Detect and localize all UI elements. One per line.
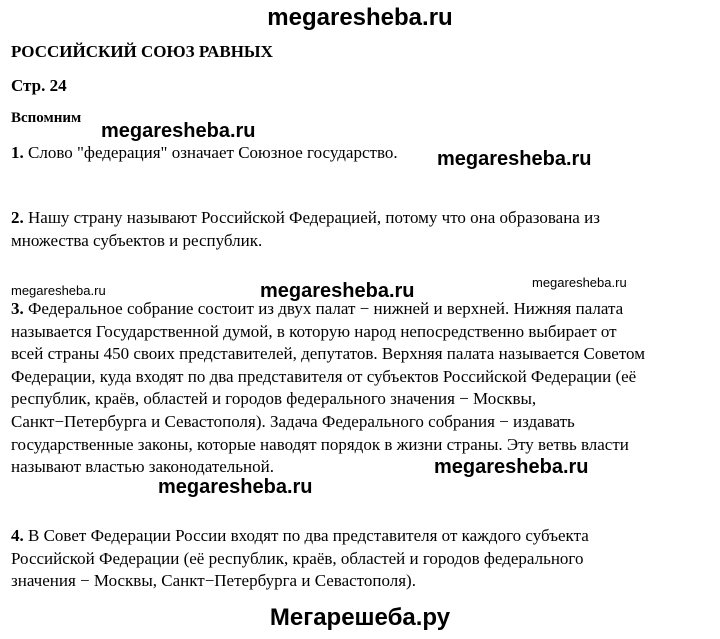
item-line: Российской Федерации (её республик, краёв, областей и городов федерального — [11, 548, 584, 568]
item-line: Федеральное собрание состоит из двух палат − нижней и верхней. Нижняя палата — [28, 299, 624, 318]
watermark: megaresheba.ru — [434, 456, 589, 478]
section-heading: Вспомним — [11, 110, 82, 126]
page-number: Стр. 24 — [11, 76, 67, 95]
watermark: megaresheba.ru — [532, 275, 627, 290]
item-line: государственные законы, которые наводят порядок в жизни страны. Эту ветвь власти — [11, 434, 629, 454]
item-line: Федерации, куда входят по два представителя от субъектов Российской Федерации (её — [11, 366, 637, 386]
item-number: 2. — [11, 208, 24, 227]
item-line: Слово "федерация" означает Союзное государство. — [28, 143, 398, 162]
watermark: megaresheba.ru — [260, 280, 415, 302]
item-line: множества субъектов и республик. — [11, 230, 263, 250]
footer-watermark: Мегарешеба.ру — [269, 604, 451, 631]
item-number: 3. — [11, 299, 24, 318]
item-number: 1. — [11, 143, 24, 162]
watermark: megaresheba.ru — [158, 476, 313, 498]
item-line: называется Государственной думой, в которую народ непосредственно выбирает от — [11, 321, 617, 341]
answer-item-2 — [11, 207, 711, 252]
watermark: megaresheba.ru — [101, 120, 256, 142]
watermark-top: megaresheba.ru — [267, 4, 453, 31]
item-line: Санкт−Петербурга и Севастополя). Задача Федерального собрания − издавать — [11, 411, 575, 431]
watermark: megaresheba.ru — [437, 148, 592, 170]
item-line: называют властью законодательной. — [11, 457, 274, 477]
item-line: В Совет Федерации России входят по два представителя от каждого субъекта — [28, 526, 589, 545]
item-number: 4. — [11, 526, 24, 545]
item-line: всей страны 450 своих представителей, депутатов. Верхняя палата называется Советом — [11, 344, 645, 364]
item-line: Нашу страну называют Российской Федерацией, потому что она образована из — [28, 208, 600, 227]
watermark: megaresheba.ru — [11, 283, 106, 298]
answer-item-1 — [11, 142, 711, 165]
answer-item-3 — [11, 298, 711, 479]
document-title: РОССИЙСКИЙ СОЮЗ РАВНЫХ — [11, 42, 273, 61]
item-line: значения − Москвы, Санкт−Петербурга и Севастополя). — [11, 571, 416, 591]
item-line: республик, краёв, областей и городов федерального значения − Москвы, — [11, 389, 537, 409]
answer-item-4 — [11, 525, 711, 593]
